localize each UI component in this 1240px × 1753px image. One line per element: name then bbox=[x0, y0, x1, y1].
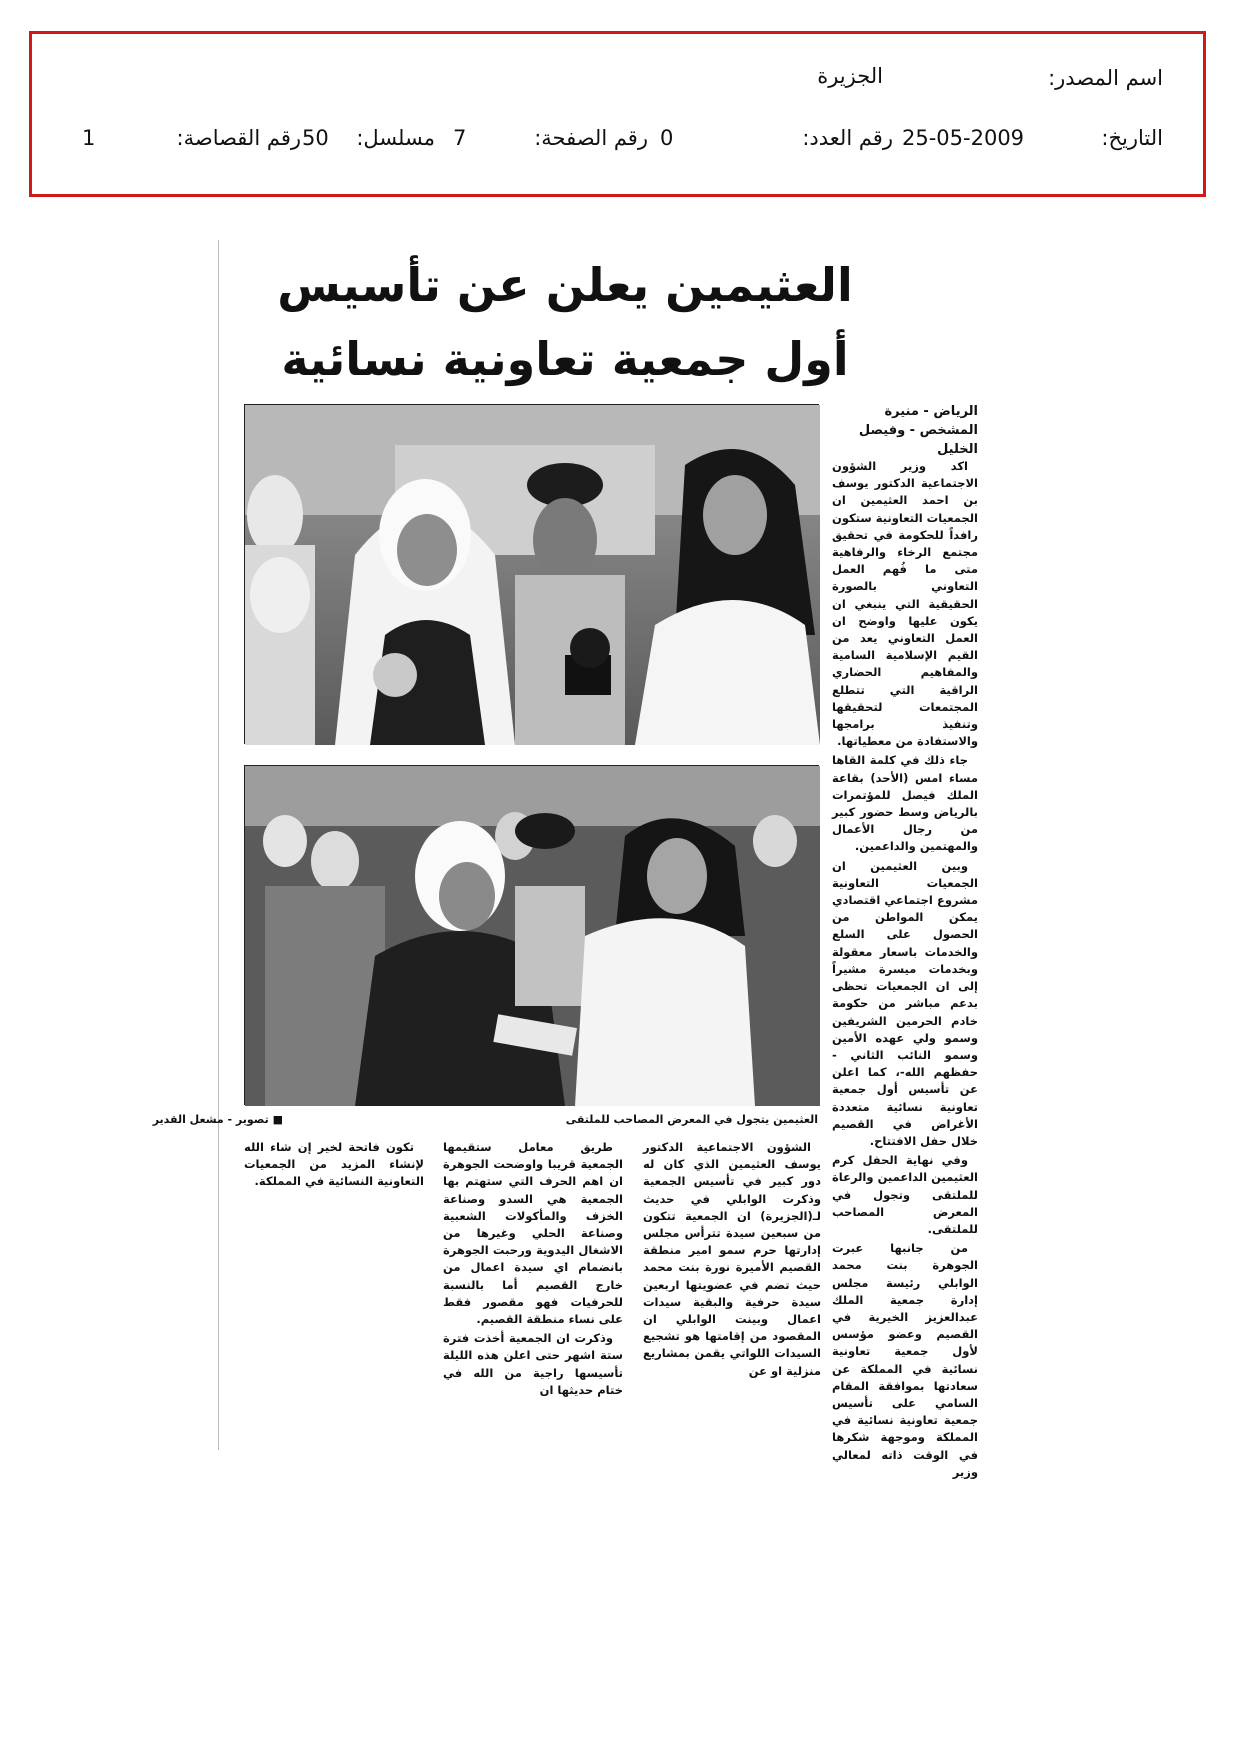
article-column-3 bbox=[443, 1139, 623, 1451]
paragraph: تكون فاتحة لخير إن شاء الله لإنشاء المزيد من الجمعيات التعاونية النسائية في المملكة. bbox=[244, 1140, 424, 1189]
issue-value: 0 bbox=[660, 126, 674, 150]
news-photo-top bbox=[244, 404, 819, 744]
article-column-right bbox=[832, 458, 978, 1479]
source-value: الجزيرة bbox=[817, 64, 883, 88]
headline-line-2: أول جمعية تعاونية نسائية bbox=[281, 332, 849, 386]
page-label: رقم الصفحة: bbox=[534, 126, 648, 150]
paragraph: الشؤون الاجتماعية الدكتور يوسف العثيمين الذي كان له دور كبير في تأسيس الجمعية وذكرت الوابلي في حديث لـ(الجزيرة) ان الجمعية تتكون من سبعين سيدة تترأس مجلس إدارتها حرم سمو امير منطقة القصيم الأميرة نورة بنت محمد حيث تضم في عضويتها اربعين سيدة حرفية والبقية سيدات اعمال وبينت الوابلي ان المقصود من إقامتها هو تشجيع السيدات اللواتي يقمن بمشاريع منزلية او عن bbox=[643, 1140, 821, 1378]
date-label: التاريخ: bbox=[1101, 126, 1163, 150]
clip-value: 1 bbox=[82, 126, 96, 150]
paragraph: وفي نهاية الحفل كرم العثيمين الداعمين والرعاة للملتقى وتجول في المعرض المصاحب للملتقى. bbox=[832, 1153, 978, 1236]
photo-caption: العثيمين يتجول في المعرض المصاحب للملتقى bbox=[565, 1113, 818, 1126]
clip-label: رقم القصاصة: bbox=[176, 126, 301, 150]
news-photo-bottom bbox=[244, 765, 819, 1105]
article-column-4 bbox=[244, 1139, 424, 1229]
serial-value: 50 bbox=[302, 126, 329, 150]
byline: الرياض - منيرة المشخص - وفيصل الخليل bbox=[858, 404, 978, 457]
photo-credit: ■ تصوير - مشعل القدير bbox=[152, 1113, 283, 1126]
paragraph: وبين العثيمين ان الجمعيات التعاونية مشروع اجتماعي اقتصادي يمكن المواطن من الحصول على السلع والخدمات باسعار معقولة وبخدمات ميسرة مشيراً إلى ان الجمعيات تحظى بدعم مباشر من حكومة خادم الحرمين الشريفين وسمو ولي عهده الأمين وسمو النائب الثاني - حفظهم الله-، كما اعلن عن تأسيس أول جمعية تعاونية نسائية متعددة الأغراض في القصيم خلال حفل الافتتاح. bbox=[832, 858, 978, 1148]
paragraph: اكد وزير الشؤون الاجتماعية الدكتور يوسف بن احمد العثيمين ان الجمعيات التعاونية ستكون رافداً للحكومة في تحقيق مجتمع الرخاء والرفاهية متى ما فُهم العمل التعاوني بالصورة الحقيقية التي ينبغي ان يكون عليها واوضح ان العمل التعاوني يعد من القيم الإسلامية السامية والمفاهيم الحضاري الراقية التي تتطلع المجتمعات لتحقيقها وتنفيذ برامجها والاستفادة من معطياتها. bbox=[832, 459, 978, 749]
paragraph: من جانبها عبرت الجوهرة بنت محمد الوابلي رئيسة مجلس إدارة جمعية الملك عبدالعزيز الخيرية في القصيم وعضو مؤسس لأول جمعية تعاونية نسائية في المملكة عن سعادتها بموافقة المقام السامي على تأسيس جمعية تعاونية نسائية في المملكة وموجهة شكرها في الوقت ذاته لمعالي وزير bbox=[832, 1241, 978, 1479]
source-label: اسم المصدر: bbox=[1048, 66, 1163, 90]
paragraph: وذكرت ان الجمعية أخذت فترة ستة اشهر حتى اعلن هذه الليلة تأسيسها راجية من الله في ختام حديثها ان bbox=[443, 1331, 623, 1397]
paragraph: جاء ذلك في كلمة القاها مساء امس (الأحد) بقاعة الملك فيصل للمؤتمرات بالرياض وسط حضور كبير من رجال الأعمال والمهتمين والداعمين. bbox=[832, 753, 978, 854]
page-value: 7 bbox=[453, 126, 467, 150]
archive-header-box bbox=[29, 31, 1206, 197]
photo-bottom-illustration bbox=[245, 766, 820, 1106]
issue-label: رقم العدد: bbox=[802, 126, 893, 150]
headline-line-1: العثيمين يعلن عن تأسيس bbox=[277, 258, 853, 312]
photo-top-illustration bbox=[245, 405, 820, 745]
article-column-2 bbox=[643, 1139, 821, 1451]
column-rule bbox=[218, 240, 219, 1450]
serial-label: مسلسل: bbox=[356, 126, 435, 150]
paragraph: طريق معامل ستقيمها الجمعية قريبا واوضحت الجوهرة ان اهم الحرف التي ستهتم بها الجمعية هي السدو وصناعة الخزف والمأكولات الشعبية وصناعة الحلي وغيرها من الاشغال اليدوية ورحبت الجوهرة بانضمام اي سيدة اعمال من خارج القصيم أما بالنسبة للحرفيات فهو مقصور فقط على نساء منطقة القصيم. bbox=[443, 1140, 623, 1327]
date-value: 25-05-2009 bbox=[902, 126, 1025, 150]
